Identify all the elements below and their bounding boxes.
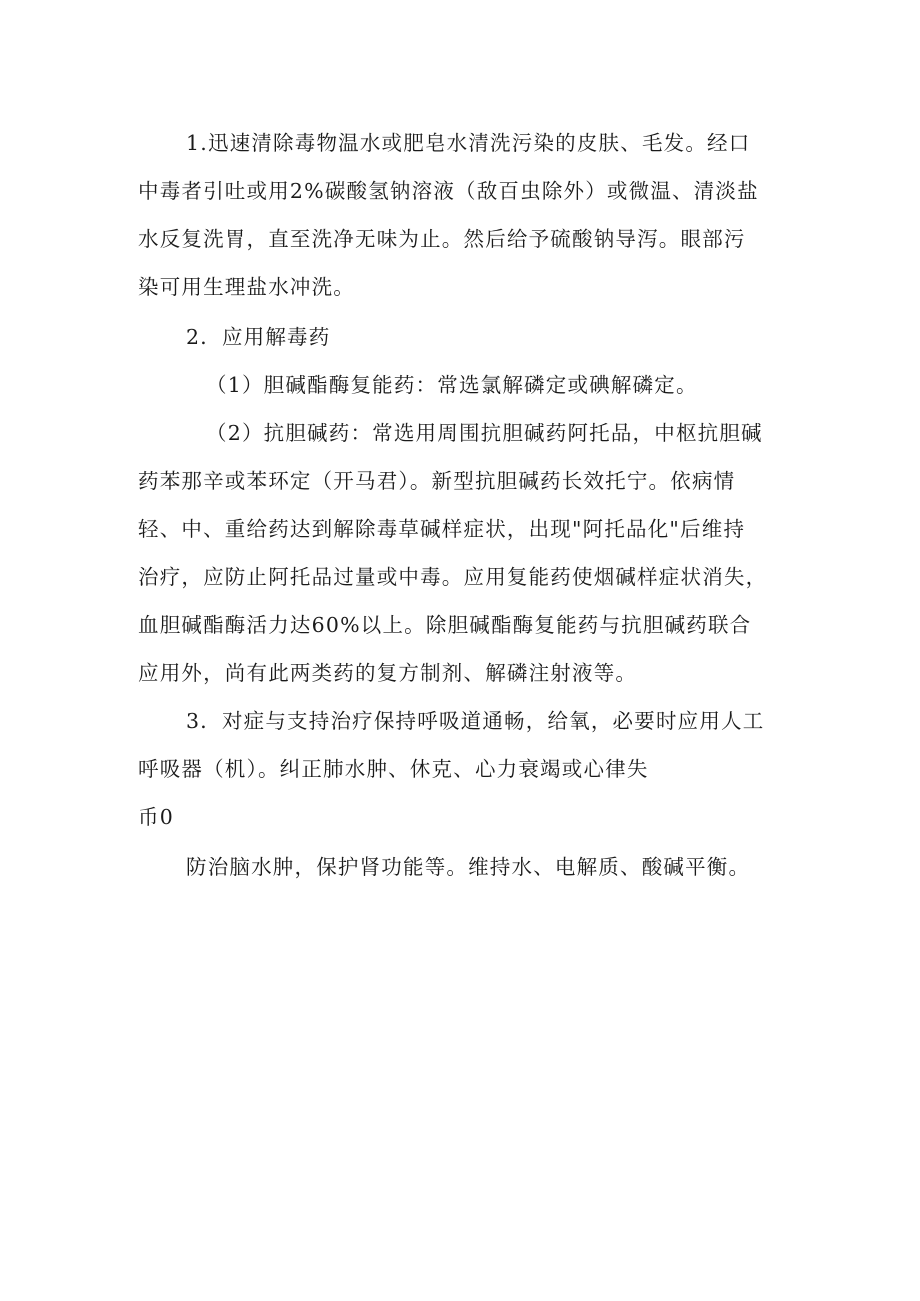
paragraph-line: 血胆碱酯酶活力达60%以上。除胆碱酯酶复能药与抗胆碱药联合 xyxy=(138,613,752,637)
paragraph-line: 币0 xyxy=(138,805,174,829)
paragraph-line: 药苯那辛或苯环定（开马君）。新型抗胆碱药长效托宁。依病情 xyxy=(138,469,736,493)
paragraph-line: 轻、中、重给药达到解除毒草碱样症状，出现"阿托品化"后维持 xyxy=(138,517,746,541)
section-heading: 2．应用解毒药 xyxy=(186,325,331,349)
paragraph-line: 防治脑水肿，保护肾功能等。维持水、电解质、酸碱平衡。 xyxy=(186,855,751,879)
paragraph-line: 呼吸器（机）。纠正肺水肿、休克、心力衰竭或心律失 xyxy=(138,757,649,781)
paragraph-line: 应用外，尚有此两类药的复方制剂、解磷注射液等。 xyxy=(138,661,638,685)
paragraph-line: 水反复洗胃，直至洗净无味为止。然后给予硫酸钠导泻。眼部污 xyxy=(138,227,746,251)
paragraph-line: （2）抗胆碱药：常选用周围抗胆碱药阿托品，中枢抗胆碱 xyxy=(206,421,763,445)
paragraph-line: （1）胆碱酯酶复能药：常选氯解磷定或碘解磷定。 xyxy=(206,373,698,397)
paragraph-line: 治疗，应防止阿托品过量或中毒。应用复能药使烟碱样症状消失， xyxy=(138,565,768,589)
paragraph-line: 染可用生理盐水冲洗。 xyxy=(138,275,355,299)
paragraph-line: 中毒者引吐或用2%碳酸氢钠溶液（敌百虫除外）或微温、清淡盐 xyxy=(138,179,759,203)
paragraph-line: 1.迅速清除毒物温水或肥皂水清洗污染的皮肤、毛发。经口 xyxy=(186,131,751,155)
paragraph-line: 3．对症与支持治疗保持呼吸道通畅，给氧，必要时应用人工 xyxy=(186,709,765,733)
